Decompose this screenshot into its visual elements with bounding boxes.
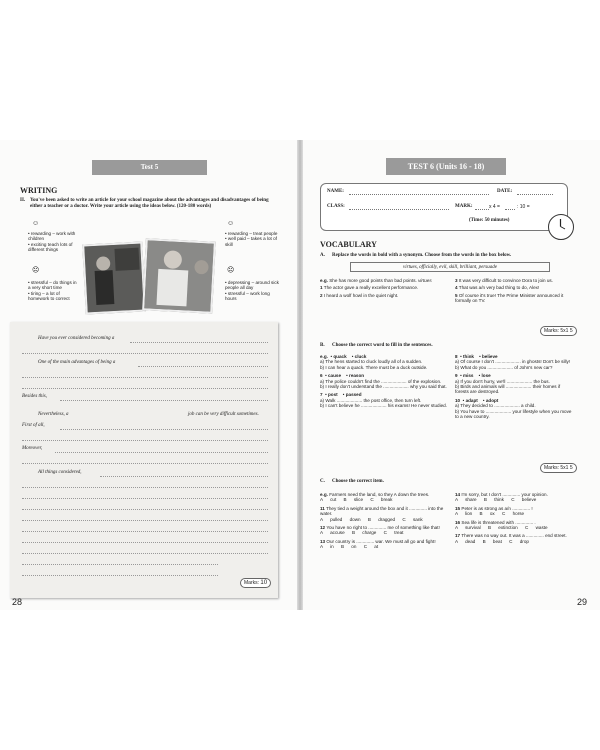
section-a-right (455, 278, 573, 304)
frown-icon: ☹ (32, 267, 40, 274)
clock-icon (548, 214, 574, 240)
list-item: • well paid – takes a lot of skill (225, 236, 277, 247)
list-item: • depressing – around sick people all day (225, 280, 279, 291)
time-label: (Time: 50 minutes) (469, 218, 510, 223)
answer-line[interactable] (22, 520, 268, 521)
answer-line[interactable] (22, 531, 268, 532)
question-row: 1 The actor gave a really excellent performance. (320, 285, 419, 291)
question-row: 3 It was very difficult to convince Dora to join us. (455, 278, 553, 283)
question-row: 2 I heard a wolf howl in the quiet night. (320, 292, 399, 298)
mark-formula: x 4 = (489, 204, 500, 210)
section-c-left (320, 492, 450, 550)
writing-marks-box (240, 578, 271, 588)
answer-line[interactable] (22, 509, 268, 510)
clock-face (549, 215, 572, 238)
test5-banner: Test 5 (92, 160, 207, 175)
doctor-cons (225, 280, 280, 302)
section-a-letter: A. (320, 253, 325, 258)
answer-line[interactable] (22, 377, 268, 378)
question-group: 8 • think • believe a) Of course I don't .................... in ghosts! Don't be silly! b) What do you .................... of John's new car? (455, 354, 571, 370)
answer-line[interactable] (55, 452, 268, 453)
date-label: DATE: (497, 189, 513, 194)
answer-line[interactable] (100, 476, 268, 477)
marks-total: 5 (569, 465, 573, 471)
question-row: 12 You have no right to .............. me of something like that! A accuse B charge C treat (320, 525, 440, 536)
answer-line[interactable] (22, 463, 268, 464)
question-row: 15 Peter is as strong as a/n .............. ! A lion B ox C horse (455, 505, 533, 517)
teacher-pros (28, 231, 80, 253)
smile-icon: ☺ (32, 220, 40, 227)
section-b-left (320, 354, 450, 409)
question-group: 9 • miss • lose a) If you don't hurry, we'll .................... the bus. b) Birds and animals will .................... their homes if forests are destroyed. (455, 373, 561, 395)
task-instructions: You've been asked to write an article for your school magazine about the advantages and disadvantages of being either a teacher or a doctor. Write your article using the ideas below. (120-180 words) (30, 198, 269, 210)
doctor-illustration (144, 240, 213, 311)
date-field[interactable] (517, 194, 553, 195)
test6-banner: TEST 6 (Units 16 - 18) (386, 158, 506, 175)
question-row: 16 Sea life is threatened with .............. . A survival B extinction C waste (455, 519, 548, 531)
mark-field[interactable] (475, 209, 489, 210)
name-label: NAME: (327, 189, 344, 194)
question-group: 6 • cause • reason a) The police couldn't find the .................... of the explosion. b) I really don't understand the .................... why you said that. (320, 373, 447, 390)
marks-total: 5 (569, 328, 573, 334)
prompt-3: Besides this, (22, 394, 47, 399)
mark-label: MARK: (455, 204, 473, 209)
teacher-cons (28, 280, 80, 302)
class-field[interactable] (349, 209, 449, 210)
mark-result[interactable] (505, 209, 515, 210)
marks-label: Marks: (244, 580, 259, 586)
writing-paper[interactable] (10, 322, 278, 598)
answer-line[interactable] (22, 553, 268, 554)
answer-line[interactable] (60, 429, 268, 430)
question-row: 14 I'm sorry, but I don't .............. your opinion. A share B think C believe (455, 492, 548, 503)
marks-total: 10 (260, 580, 268, 586)
teacher-photo (82, 241, 146, 314)
list-item: • exciting teach lots of different things (28, 241, 73, 253)
list-item: • stressful – do things in a very short time (28, 280, 77, 291)
writing-heading: WRITING (20, 186, 58, 195)
prompt-8: All things considered, (38, 470, 82, 475)
question-group: e.g. • quack • cluck a) The hens started to cluck loudly all of a sudden. b) I can hear a quack. There must be a duck outside. (320, 354, 428, 370)
answer-line[interactable] (22, 487, 268, 488)
list-item: • rewarding – work with children (28, 231, 76, 242)
answer-line[interactable] (60, 400, 268, 401)
answer-line[interactable] (138, 366, 268, 367)
answer-line[interactable] (130, 342, 268, 343)
answer-line[interactable] (22, 388, 268, 389)
section-c-title: Choose the correct item. (332, 479, 384, 484)
example-row: e.g. She has more good points than bad points. virtues (320, 278, 432, 283)
answer-line[interactable] (22, 498, 268, 499)
question-row: 5 Of course it's true! The Prime Minister announced it formally on TV. (455, 292, 564, 304)
section-c-right (455, 492, 575, 544)
vocabulary-heading: VOCABULARY (320, 240, 377, 249)
list-item: • rewarding – treat people (225, 231, 278, 236)
answer-line[interactable] (22, 353, 268, 354)
section-b-right (455, 354, 575, 419)
prompt-2: One of the main advantages of being a (38, 360, 116, 365)
doctor-pros (225, 231, 280, 247)
book-gutter (297, 140, 303, 610)
marks-label: Marks: (544, 465, 559, 471)
section-c-letter: C. (320, 479, 325, 484)
question-row: 13 Our country is .............. war. We must all go and fight! A in B on C at (320, 538, 436, 550)
task-number: II. (20, 198, 26, 203)
word-box: virtues, officially, evil, skill, brilliant, persuade (350, 262, 550, 272)
answer-line[interactable] (22, 575, 218, 576)
student-info-box (320, 183, 568, 231)
prompt-6: First of all, (22, 423, 45, 428)
prompt-1: Have you ever considered becoming a (38, 336, 115, 341)
list-item: • stressful – work long hours (225, 290, 270, 302)
frown-icon: ☹ (227, 267, 235, 274)
section-a-marks (540, 326, 577, 336)
teacher-illustration (84, 244, 143, 313)
question-row: e.g. Farmers need the land, so they A down the trees. A cut B slice C break (320, 492, 430, 503)
prompt-7: Moreover, (22, 446, 43, 451)
page-number-right: 29 (577, 597, 588, 607)
page-number-left: 28 (12, 597, 23, 607)
question-group: 7 • post • passed a) Walk .................... the post office, then turn left. b) I can't believe he .................... his exams! He never studied. (320, 392, 448, 409)
doctor-photo (142, 238, 216, 314)
section-b-letter: B. (320, 343, 325, 348)
question-row: 4 That was a/n very bad thing to do, Alex! (455, 285, 540, 291)
section-a-left (320, 278, 450, 298)
answer-line[interactable] (22, 564, 218, 565)
class-label: CLASS: (327, 204, 345, 209)
question-row: 17 There was no way out. It was a .............. end street. A dead B beat C drop (455, 533, 567, 544)
prompt-4: Nevertheless, a (38, 412, 69, 417)
question-row: 11 They tied a weight around the box and it .............. into the water. A pulled down B dragged C sank (320, 505, 444, 522)
marks-label: Marks: (544, 328, 559, 334)
marks-value: 5x1 (560, 328, 569, 334)
list-item: • tiring – a lot of homework to correct (28, 290, 70, 302)
answer-line[interactable] (22, 542, 268, 543)
answer-line[interactable] (22, 440, 268, 441)
section-b-marks (540, 463, 577, 473)
mark-divisor: : 10 = (517, 204, 530, 210)
smile-icon: ☺ (227, 220, 235, 227)
section-a-title: Replace the words in bold with a synonym. Choose from the words in the box below. (332, 253, 512, 258)
section-b-title: Choose the correct word to fill in the sentences. (332, 343, 433, 348)
question-group: 10 • adapt • adopt a) They decided to .................... a child. b) You have to .................... your lifestyle when you move to a new country. (455, 397, 572, 420)
name-field[interactable] (349, 194, 489, 195)
prompt-5: job can be very difficult sometimes. (188, 412, 259, 417)
marks-value: 5x1 (560, 465, 569, 471)
